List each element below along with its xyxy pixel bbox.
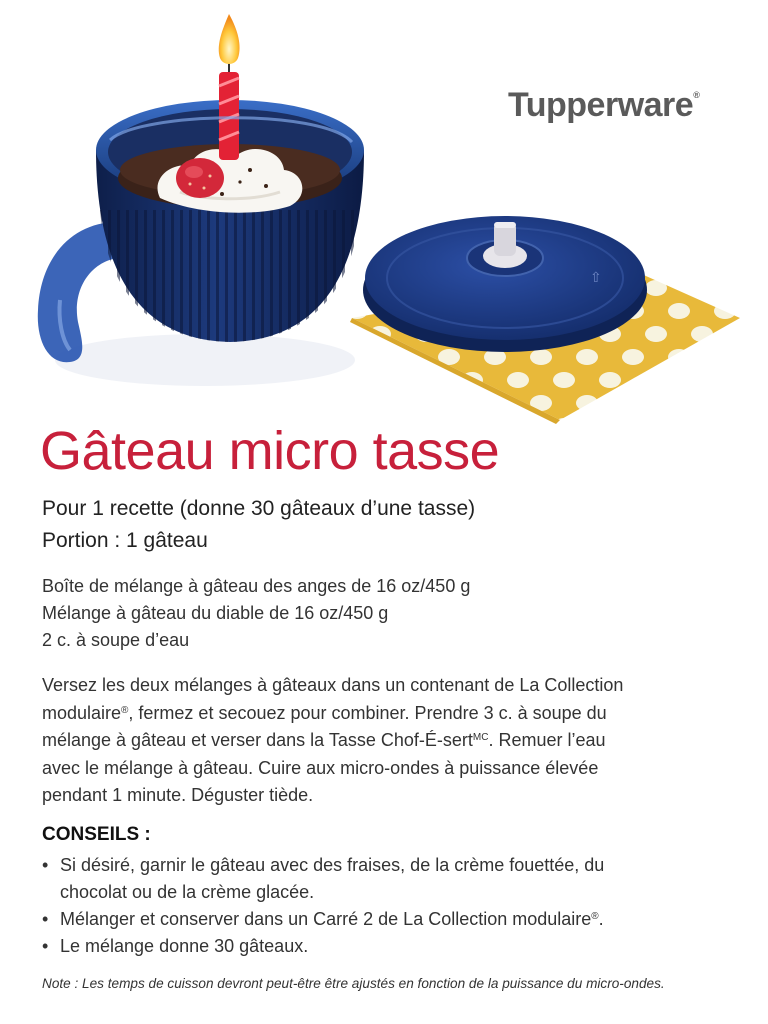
- tip-text-part: Mélanger et conserver dans un Carré 2 de La Collection modulaire: [60, 909, 592, 929]
- registered-mark: ®: [693, 90, 700, 100]
- cooking-note: Note : Les temps de cuisson devront peut-être être ajustés en fonction de la puissance du micro-ondes.: [42, 976, 665, 991]
- method-text: modulaire: [42, 702, 122, 723]
- ingredient-list: [42, 573, 470, 654]
- bullet: •: [42, 936, 49, 956]
- yield-recipe: Pour 1 recette (donne 30 gâteaux d’une tasse): [42, 497, 476, 520]
- registered-mark: ®: [121, 704, 129, 716]
- tip-item: [42, 906, 752, 933]
- yield-portion: Portion : 1 gâteau: [42, 529, 208, 552]
- lid: [363, 216, 647, 352]
- method-line: [42, 700, 742, 728]
- method-line: avec le mélange à gâteau. Cuire aux micro-ondes à puissance élevée: [42, 757, 599, 778]
- ingredient-item: 2 c. à soupe d’eau: [42, 630, 190, 650]
- tip-text: Si désiré, garnir le gâteau avec des fraises, de la crème fouettée, du: [60, 855, 605, 875]
- trademark-mark: MC: [472, 732, 489, 744]
- tip-item: [42, 933, 752, 960]
- recipe-title: Gâteau micro tasse: [40, 421, 500, 481]
- ingredient-item: Boîte de mélange à gâteau des anges de 16 oz/450 g: [42, 576, 471, 596]
- method-text: . Remuer l’eau: [488, 730, 606, 751]
- method-text: mélange à gâteau et verser dans la Tasse Chof-É-sert: [42, 730, 473, 751]
- ingredient-item: Mélange à gâteau du diable de 16 oz/450 g: [42, 603, 389, 623]
- svg-text:⇧: ⇧: [590, 269, 602, 285]
- brand-logo: [508, 86, 699, 125]
- brand-name: Tupperware: [508, 86, 694, 124]
- bullet: •: [42, 909, 49, 929]
- method-line: Versez les deux mélanges à gâteaux dans un contenant de La Collection: [42, 675, 624, 695]
- registered-mark: ®: [591, 911, 599, 922]
- bullet: •: [42, 855, 49, 875]
- tip-item: [42, 852, 752, 906]
- method-text: , fermez et secouez pour combiner. Prendre 3 c. à soupe du: [128, 702, 607, 723]
- hero-illustration: [0, 0, 768, 470]
- recipe-method: [42, 672, 742, 810]
- tip-text: chocolat ou de la crème glacée.: [60, 882, 315, 902]
- tip-text-part: .: [598, 909, 604, 929]
- method-line: pendant 1 minute. Déguster tiède.: [42, 785, 314, 806]
- recipe-yield: [42, 493, 475, 557]
- tip-text: Le mélange donne 30 gâteaux.: [60, 936, 309, 956]
- mug: [96, 14, 364, 342]
- tips-heading: CONSEILS :: [42, 824, 151, 845]
- method-line: [42, 727, 742, 755]
- tips-list: [42, 852, 752, 960]
- tip-text: [60, 906, 752, 933]
